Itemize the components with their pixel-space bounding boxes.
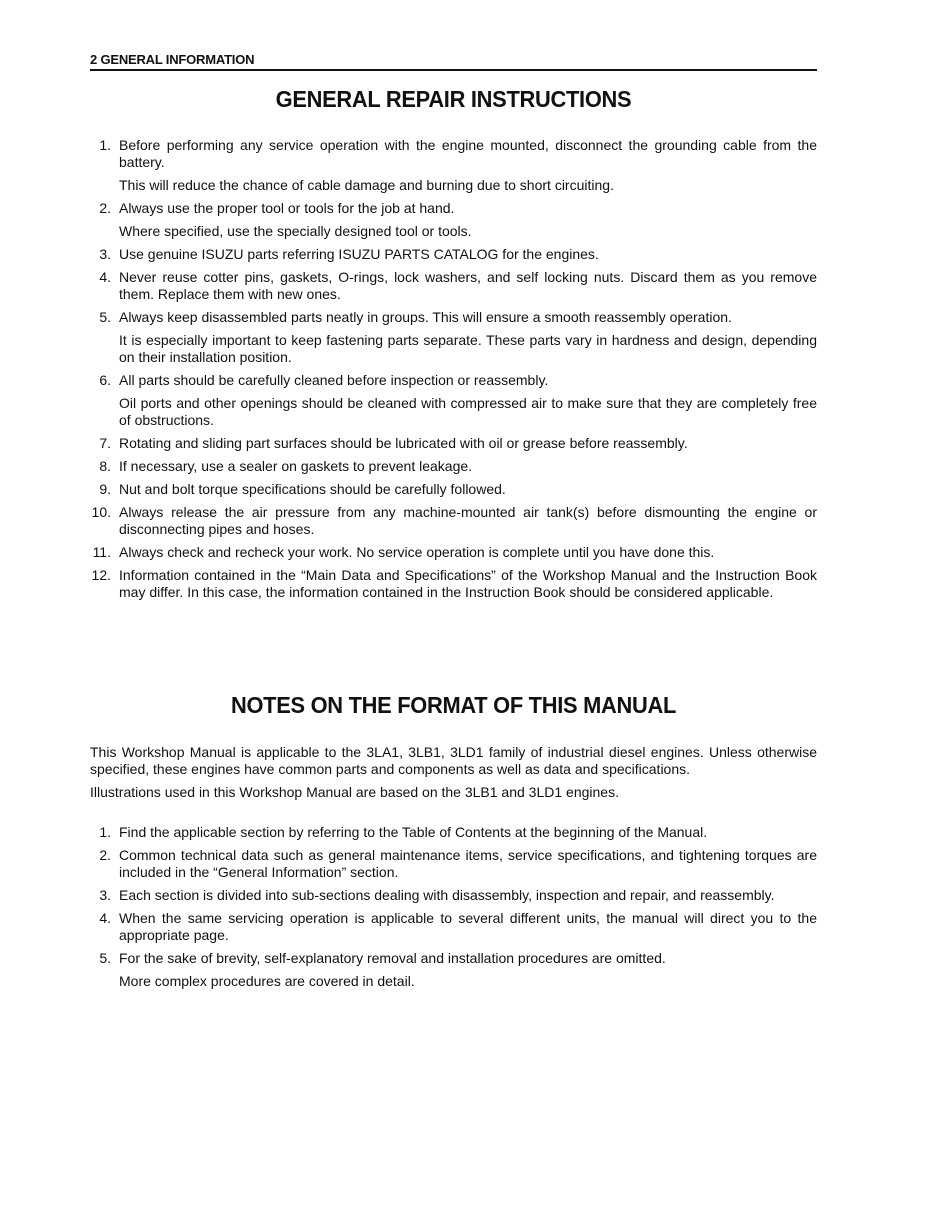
item-paragraph: All parts should be carefully cleaned before inspection or reassembly. <box>119 372 549 388</box>
list-item <box>90 435 817 452</box>
list-item <box>90 137 817 194</box>
item-number: 8. <box>99 458 111 474</box>
list-item <box>90 481 817 498</box>
item-paragraph: Always release the air pressure from any machine-mounted air tank(s) before dismounting the engine or disconnecting pipes and hoses. <box>119 504 817 537</box>
section-title-general-repair: GENERAL REPAIR INSTRUCTIONS <box>275 86 632 112</box>
item-paragraph: More complex procedures are covered in detail. <box>119 973 415 989</box>
item-paragraph: Use genuine ISUZU parts referring ISUZU PARTS CATALOG for the engines. <box>119 246 599 262</box>
item-paragraph: Never reuse cotter pins, gaskets, O-rings, lock washers, and self locking nuts. Discard them as you remove them. Replace them with new ones. <box>119 269 817 302</box>
item-paragraph: Common technical data such as general maintenance items, service specifications, and tightening torques are included in the “General Information” section. <box>119 847 817 880</box>
item-paragraph: Nut and bolt torque specifications should be carefully followed. <box>119 481 506 497</box>
item-paragraph: Oil ports and other openings should be cleaned with compressed air to make sure that they are completely free of obstructions. <box>119 395 817 428</box>
list-item <box>90 200 817 240</box>
section-title-manual-format: NOTES ON THE FORMAT OF THIS MANUAL <box>230 692 677 718</box>
item-paragraph: This will reduce the chance of cable damage and burning due to short circuiting. <box>119 177 614 193</box>
item-paragraph: Each section is divided into sub-sections dealing with disassembly, inspection and repair, and reassembly. <box>119 887 775 903</box>
list-item <box>90 458 817 475</box>
list-item <box>90 824 817 841</box>
list-item <box>90 372 817 429</box>
item-number: 6. <box>99 372 111 388</box>
item-paragraph: Before performing any service operation with the engine mounted, disconnect the grounding cable from the battery. <box>119 137 817 170</box>
list-item <box>90 910 817 944</box>
item-paragraph: If necessary, use a sealer on gaskets to prevent leakage. <box>119 458 473 474</box>
item-number: 2. <box>99 847 111 863</box>
item-number: 1. <box>99 824 111 840</box>
list-item <box>90 246 817 263</box>
list-item <box>90 309 817 366</box>
item-number: 4. <box>99 910 111 926</box>
list-item <box>90 847 817 881</box>
item-number: 3. <box>99 887 111 903</box>
item-paragraph: It is especially important to keep fastening parts separate. These parts vary in hardness and design, depending on their installation position. <box>119 332 817 365</box>
item-paragraph: Always use the proper tool or tools for the job at hand. <box>119 200 455 216</box>
general-repair-list <box>90 137 817 607</box>
item-number: 9. <box>99 481 111 497</box>
list-item <box>90 567 817 601</box>
list-item <box>90 504 817 538</box>
item-paragraph: Always check and recheck your work. No service operation is complete until you have done this. <box>119 544 715 560</box>
page-header: 2 GENERAL INFORMATION <box>90 52 255 67</box>
item-paragraph: For the sake of brevity, self-explanatory removal and installation procedures are omitted. <box>119 950 666 966</box>
item-paragraph: Information contained in the “Main Data and Specifications” of the Workshop Manual and the Instruction Book may differ. In this case, the information contained in the Instruction Book should be considered applicable. <box>119 567 817 600</box>
manual-format-intro <box>90 744 817 801</box>
item-number: 5. <box>99 309 111 325</box>
item-number: 12. <box>91 567 111 583</box>
item-number: 4. <box>99 269 111 285</box>
manual-format-list <box>90 824 817 996</box>
item-number: 7. <box>99 435 111 451</box>
list-item <box>90 269 817 303</box>
item-paragraph: Where specified, use the specially designed tool or tools. <box>119 223 472 239</box>
list-item <box>90 887 817 904</box>
item-number: 10. <box>91 504 111 520</box>
list-item <box>90 950 817 990</box>
item-number: 3. <box>99 246 111 262</box>
header-rule <box>90 69 817 71</box>
list-item <box>90 544 817 561</box>
item-number: 2. <box>99 200 111 216</box>
item-paragraph: Find the applicable section by referring to the Table of Contents at the beginning of the Manual. <box>119 824 708 840</box>
intro-paragraph: This Workshop Manual is applicable to the 3LA1, 3LB1, 3LD1 family of industrial diesel engines. Unless otherwise specified, these engines have common parts and components as well as data and specifications. <box>90 744 817 777</box>
item-number: 11. <box>92 544 111 560</box>
intro-paragraph: Illustrations used in this Workshop Manual are based on the 3LB1 and 3LD1 engines. <box>90 784 619 800</box>
item-paragraph: Rotating and sliding part surfaces should be lubricated with oil or grease before reassembly. <box>119 435 688 451</box>
item-paragraph: Always keep disassembled parts neatly in groups. This will ensure a smooth reassembly operation. <box>119 309 732 325</box>
item-number: 1. <box>99 137 111 153</box>
item-paragraph: When the same servicing operation is applicable to several different units, the manual will direct you to the appropriate page. <box>119 910 817 943</box>
item-number: 5. <box>99 950 111 966</box>
